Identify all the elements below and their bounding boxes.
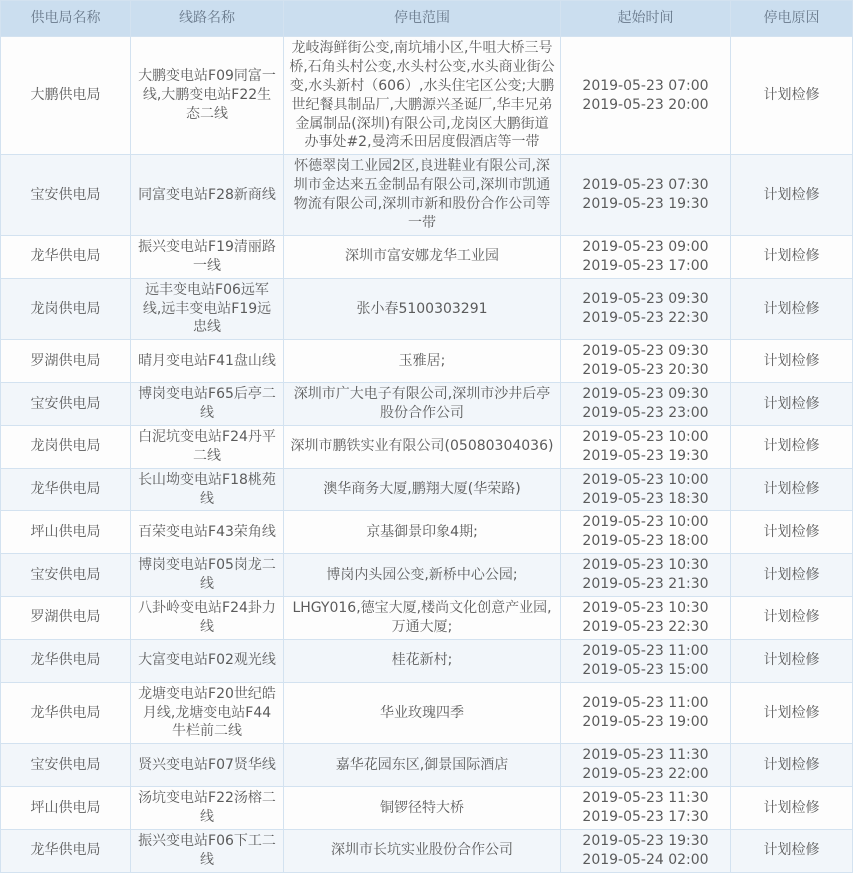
cell-line-name: 汤坑变电站F22汤榕二线 (131, 787, 284, 830)
cell-start-time (561, 425, 731, 468)
time-start: 2019-05-23 09:30 (582, 386, 709, 403)
cell-bureau-name: 大鹏供电局 (1, 37, 131, 155)
cell-outage-scope: 深圳市富安娜龙华工业园 (284, 235, 561, 278)
time-end: 2019-05-23 15:00 (582, 661, 709, 678)
col-header-line: 线路名称 (131, 1, 284, 37)
cell-start-time (561, 554, 731, 597)
table-body (1, 37, 853, 873)
cell-start-time (561, 511, 731, 554)
cell-line-name: 贤兴变电站F07贤华线 (131, 744, 284, 787)
table-row (1, 744, 853, 787)
cell-line-name: 同富变电站F28新商线 (131, 155, 284, 236)
cell-bureau-name: 罗湖供电局 (1, 340, 131, 383)
cell-outage-scope: 澳华商务大厦,鹏翔大厦(华荣路) (284, 468, 561, 511)
table-row (1, 425, 853, 468)
time-start: 2019-05-23 10:00 (582, 471, 709, 488)
cell-start-time (561, 37, 731, 155)
table-row (1, 682, 853, 744)
cell-outage-scope: LHGY016,德宝大厦,楼尚文化创意产业园,万通大厦; (284, 597, 561, 640)
cell-outage-reason: 计划检修 (731, 787, 853, 830)
cell-bureau-name: 龙华供电局 (1, 682, 131, 744)
cell-line-name: 博岗变电站F65后亭二线 (131, 383, 284, 426)
cell-line-name: 大富变电站F02观光线 (131, 639, 284, 682)
cell-line-name: 博岗变电站F05岗龙二线 (131, 554, 284, 597)
cell-line-name: 晴月变电站F41盘山线 (131, 340, 284, 383)
time-end: 2019-05-23 17:30 (582, 808, 709, 825)
cell-outage-scope: 华业玫瑰四季 (284, 682, 561, 744)
cell-bureau-name: 龙华供电局 (1, 639, 131, 682)
time-end: 2019-05-23 18:00 (582, 533, 709, 550)
time-end: 2019-05-23 20:30 (582, 362, 709, 379)
table-row (1, 554, 853, 597)
cell-outage-reason: 计划检修 (731, 511, 853, 554)
cell-bureau-name: 宝安供电局 (1, 155, 131, 236)
time-end: 2019-05-23 20:00 (582, 96, 709, 113)
table-row (1, 278, 853, 340)
table-row (1, 597, 853, 640)
time-start: 2019-05-23 09:00 (582, 238, 709, 255)
cell-outage-reason: 计划检修 (731, 554, 853, 597)
time-end: 2019-05-23 18:30 (582, 490, 709, 507)
cell-bureau-name: 宝安供电局 (1, 744, 131, 787)
time-start: 2019-05-23 10:30 (582, 600, 709, 617)
cell-start-time (561, 787, 731, 830)
time-start: 2019-05-23 09:30 (582, 343, 709, 360)
table-row (1, 639, 853, 682)
cell-outage-reason: 计划检修 (731, 744, 853, 787)
cell-outage-reason: 计划检修 (731, 383, 853, 426)
table-header-row (1, 1, 853, 37)
cell-outage-reason: 计划检修 (731, 597, 853, 640)
time-start: 2019-05-23 07:00 (582, 77, 709, 94)
cell-line-name: 大鹏变电站F09同富一线,大鹏变电站F22生态二线 (131, 37, 284, 155)
cell-outage-reason: 计划检修 (731, 425, 853, 468)
cell-line-name: 长山坳变电站F18桃苑线 (131, 468, 284, 511)
time-start: 2019-05-23 11:00 (582, 642, 709, 659)
cell-outage-scope: 嘉华花园东区,御景国际酒店 (284, 744, 561, 787)
cell-start-time (561, 235, 731, 278)
time-start: 2019-05-23 10:30 (582, 557, 709, 574)
cell-bureau-name: 龙华供电局 (1, 235, 131, 278)
cell-line-name: 振兴变电站F19清丽路一线 (131, 235, 284, 278)
time-start: 2019-05-23 10:00 (582, 514, 709, 531)
cell-outage-reason: 计划检修 (731, 639, 853, 682)
table-row (1, 383, 853, 426)
cell-start-time (561, 278, 731, 340)
cell-bureau-name: 龙岗供电局 (1, 425, 131, 468)
cell-start-time (561, 383, 731, 426)
cell-outage-reason: 计划检修 (731, 37, 853, 155)
cell-line-name: 远丰变电站F06远军线,远丰变电站F19远忠线 (131, 278, 284, 340)
col-header-scope: 停电范围 (284, 1, 561, 37)
cell-bureau-name: 罗湖供电局 (1, 597, 131, 640)
cell-outage-scope: 博岗内头园公变,新桥中心公园; (284, 554, 561, 597)
time-start: 2019-05-23 11:00 (582, 695, 709, 712)
cell-bureau-name: 宝安供电局 (1, 383, 131, 426)
time-start: 2019-05-23 09:30 (582, 291, 709, 308)
cell-outage-reason: 计划检修 (731, 829, 853, 872)
cell-outage-reason: 计划检修 (731, 155, 853, 236)
cell-outage-scope: 深圳市鹏铁实业有限公司(05080304036) (284, 425, 561, 468)
time-end: 2019-05-23 19:00 (582, 713, 709, 730)
time-start: 2019-05-23 10:00 (582, 428, 709, 445)
cell-outage-scope: 玉雅居; (284, 340, 561, 383)
cell-outage-reason: 计划检修 (731, 682, 853, 744)
cell-outage-scope: 桂花新村; (284, 639, 561, 682)
time-end: 2019-05-24 02:00 (582, 851, 709, 868)
time-end: 2019-05-23 21:30 (582, 576, 709, 593)
time-end: 2019-05-23 17:00 (582, 257, 709, 274)
cell-outage-reason: 计划检修 (731, 468, 853, 511)
time-end: 2019-05-23 19:30 (582, 196, 709, 213)
cell-outage-reason: 计划检修 (731, 235, 853, 278)
table-header (1, 1, 853, 37)
cell-line-name: 八卦岭变电站F24卦力线 (131, 597, 284, 640)
cell-outage-scope: 怀德翠岗工业园2区,良进鞋业有限公司,深圳市金达来五金制品有限公司,深圳市凯通物流有限公司,深圳市新和股份合作公司等一带 (284, 155, 561, 236)
cell-outage-reason: 计划检修 (731, 340, 853, 383)
table-row (1, 468, 853, 511)
cell-outage-scope: 深圳市广大电子有限公司,深圳市沙井后亭股份合作公司 (284, 383, 561, 426)
table-row (1, 829, 853, 872)
cell-outage-scope: 龙岐海鲜街公变,南坑埔小区,牛咀大桥三号桥,石角头村公变,水头村公变,水头商业街公变,水头新村（606）,水头住宅区公变;大鹏世纪餐具制品厂,大鹏源兴圣诞厂,华丰兄弟金属制品(深圳)有限公司,龙岗区大鹏街道办事处#2,曼湾禾田居度假酒店等一带 (284, 37, 561, 155)
table-row (1, 340, 853, 383)
table-row (1, 37, 853, 155)
cell-bureau-name: 龙岗供电局 (1, 278, 131, 340)
cell-bureau-name: 坪山供电局 (1, 787, 131, 830)
cell-bureau-name: 坪山供电局 (1, 511, 131, 554)
cell-start-time (561, 155, 731, 236)
time-start: 2019-05-23 07:30 (582, 177, 709, 194)
cell-outage-scope: 铜锣径特大桥 (284, 787, 561, 830)
col-header-start-time: 起始时间 (561, 1, 731, 37)
time-start: 2019-05-23 19:30 (582, 832, 709, 849)
table-row (1, 787, 853, 830)
cell-line-name: 百荣变电站F43荣角线 (131, 511, 284, 554)
cell-outage-scope: 京基御景印象4期; (284, 511, 561, 554)
cell-line-name: 振兴变电站F06下工二线 (131, 829, 284, 872)
table-row (1, 155, 853, 236)
time-start: 2019-05-23 11:30 (582, 747, 709, 764)
cell-bureau-name: 龙华供电局 (1, 468, 131, 511)
cell-bureau-name: 龙华供电局 (1, 829, 131, 872)
cell-start-time (561, 340, 731, 383)
cell-outage-scope: 张小春5100303291 (284, 278, 561, 340)
time-end: 2019-05-23 22:00 (582, 766, 709, 783)
cell-start-time (561, 829, 731, 872)
col-header-bureau: 供电局名称 (1, 1, 131, 37)
cell-start-time (561, 744, 731, 787)
col-header-reason: 停电原因 (731, 1, 853, 37)
cell-start-time (561, 639, 731, 682)
table-row (1, 511, 853, 554)
time-end: 2019-05-23 22:30 (582, 618, 709, 635)
time-end: 2019-05-23 22:30 (582, 310, 709, 327)
cell-start-time (561, 597, 731, 640)
cell-start-time (561, 468, 731, 511)
cell-outage-reason: 计划检修 (731, 278, 853, 340)
table-row (1, 235, 853, 278)
time-end: 2019-05-23 19:30 (582, 447, 709, 464)
time-end: 2019-05-23 23:00 (582, 405, 709, 422)
cell-bureau-name: 宝安供电局 (1, 554, 131, 597)
cell-line-name: 龙塘变电站F20世纪皓月线,龙塘变电站F44牛栏前二线 (131, 682, 284, 744)
time-start: 2019-05-23 11:30 (582, 790, 709, 807)
cell-outage-scope: 深圳市长坑实业股份合作公司 (284, 829, 561, 872)
cell-line-name: 白泥坑变电站F24丹平二线 (131, 425, 284, 468)
cell-start-time (561, 682, 731, 744)
